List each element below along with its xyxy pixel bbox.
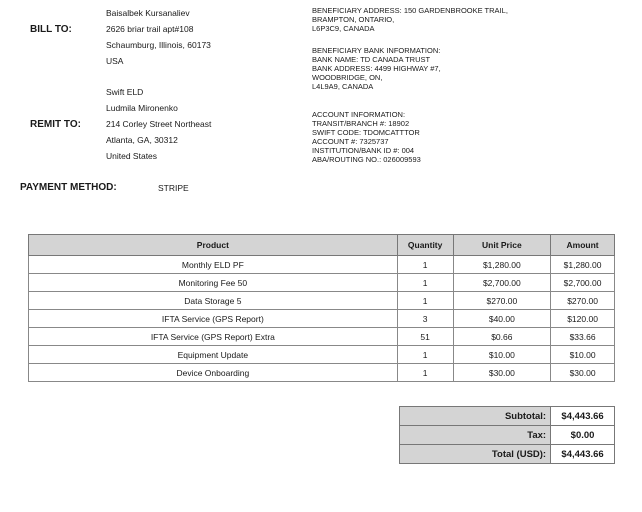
amount-cell: $120.00 — [551, 310, 615, 328]
bank-info-line: WOODBRIDGE, ON, — [312, 73, 383, 82]
quantity-cell: 1 — [397, 292, 453, 310]
column-header-amount: Amount — [551, 235, 615, 256]
product-cell: IFTA Service (GPS Report) — [29, 310, 398, 328]
remit-to-street: 214 Corley Street Northeast — [106, 119, 212, 129]
table-row — [29, 274, 615, 292]
beneficiary-address-line: BRAMPTON, ONTARIO, — [312, 15, 395, 24]
line-items-table — [28, 234, 615, 382]
bank-info-line: BANK ADDRESS: 4499 HIGHWAY #7, — [312, 64, 441, 73]
remit-to-city: Atlanta, GA, 30312 — [106, 135, 178, 145]
column-header-unit-price: Unit Price — [453, 235, 551, 256]
unit-price-cell: $0.66 — [453, 328, 551, 346]
unit-price-cell: $30.00 — [453, 364, 551, 382]
amount-cell: $1,280.00 — [551, 256, 615, 274]
remit-to-company: Swift ELD — [106, 87, 144, 97]
total-label: Total (USD): — [400, 445, 551, 464]
unit-price-cell: $2,700.00 — [453, 274, 551, 292]
payment-method-value: STRIPE — [158, 183, 189, 193]
amount-cell: $2,700.00 — [551, 274, 615, 292]
tax-row — [400, 426, 615, 445]
table-row — [29, 292, 615, 310]
product-cell: Data Storage 5 — [29, 292, 398, 310]
tax-value: $0.00 — [551, 426, 615, 445]
remit-to-contact: Ludmila Mironenko — [106, 103, 178, 113]
subtotal-value: $4,443.66 — [551, 407, 615, 426]
bill-to-name: Baisalbek Kursanaliev — [106, 8, 190, 18]
account-info-line: SWIFT CODE: TDOMCATTTOR — [312, 128, 420, 137]
payment-method-label: PAYMENT METHOD: — [20, 182, 117, 193]
bank-info-line: BENEFICIARY BANK INFORMATION: — [312, 46, 441, 55]
unit-price-cell: $270.00 — [453, 292, 551, 310]
bill-to-street: 2626 briar trail apt#108 — [106, 24, 194, 34]
bank-info-line: L4L9A9, CANADA — [312, 82, 374, 91]
quantity-cell: 3 — [397, 310, 453, 328]
table-row — [29, 256, 615, 274]
total-value: $4,443.66 — [551, 445, 615, 464]
account-info-line: TRANSIT/BRANCH #: 18902 — [312, 119, 410, 128]
quantity-cell: 1 — [397, 274, 453, 292]
unit-price-cell: $10.00 — [453, 346, 551, 364]
product-cell: IFTA Service (GPS Report) Extra — [29, 328, 398, 346]
column-header-product: Product — [29, 235, 398, 256]
amount-cell: $270.00 — [551, 292, 615, 310]
table-row — [29, 328, 615, 346]
account-info-line: INSTITUTION/BANK ID #: 004 — [312, 146, 415, 155]
account-info-line: ACCOUNT INFORMATION: — [312, 110, 406, 119]
amount-cell: $33.66 — [551, 328, 615, 346]
bill-to-label: BILL TO: — [30, 24, 72, 35]
remit-to-country: United States — [106, 151, 158, 161]
tax-label: Tax: — [400, 426, 551, 445]
column-header-quantity: Quantity — [397, 235, 453, 256]
account-info-line: ACCOUNT #: 7325737 — [312, 137, 389, 146]
unit-price-cell: $40.00 — [453, 310, 551, 328]
subtotal-row — [400, 407, 615, 426]
subtotal-label: Subtotal: — [400, 407, 551, 426]
account-info-line: ABA/ROUTING NO.: 026009593 — [312, 155, 421, 164]
quantity-cell: 51 — [397, 328, 453, 346]
product-cell: Monthly ELD PF — [29, 256, 398, 274]
beneficiary-address-line: L6P3C9, CANADA — [312, 24, 375, 33]
bank-info-line: BANK NAME: TD CANADA TRUST — [312, 55, 431, 64]
remit-to-label: REMIT TO: — [30, 119, 81, 130]
table-row — [29, 346, 615, 364]
product-cell: Equipment Update — [29, 346, 398, 364]
table-row — [29, 310, 615, 328]
total-row — [400, 445, 615, 464]
product-cell: Monitoring Fee 50 — [29, 274, 398, 292]
totals-table — [399, 406, 615, 464]
unit-price-cell: $1,280.00 — [453, 256, 551, 274]
table-row — [29, 364, 615, 382]
bill-to-city: Schaumburg, Illinois, 60173 — [106, 40, 211, 50]
quantity-cell: 1 — [397, 256, 453, 274]
amount-cell: $30.00 — [551, 364, 615, 382]
bill-to-country: USA — [106, 56, 124, 66]
table-header-row — [29, 235, 615, 256]
quantity-cell: 1 — [397, 364, 453, 382]
amount-cell: $10.00 — [551, 346, 615, 364]
beneficiary-address-line: BENEFICIARY ADDRESS: 150 GARDENBROOKE TRAIL, — [312, 6, 508, 15]
product-cell: Device Onboarding — [29, 364, 398, 382]
quantity-cell: 1 — [397, 346, 453, 364]
